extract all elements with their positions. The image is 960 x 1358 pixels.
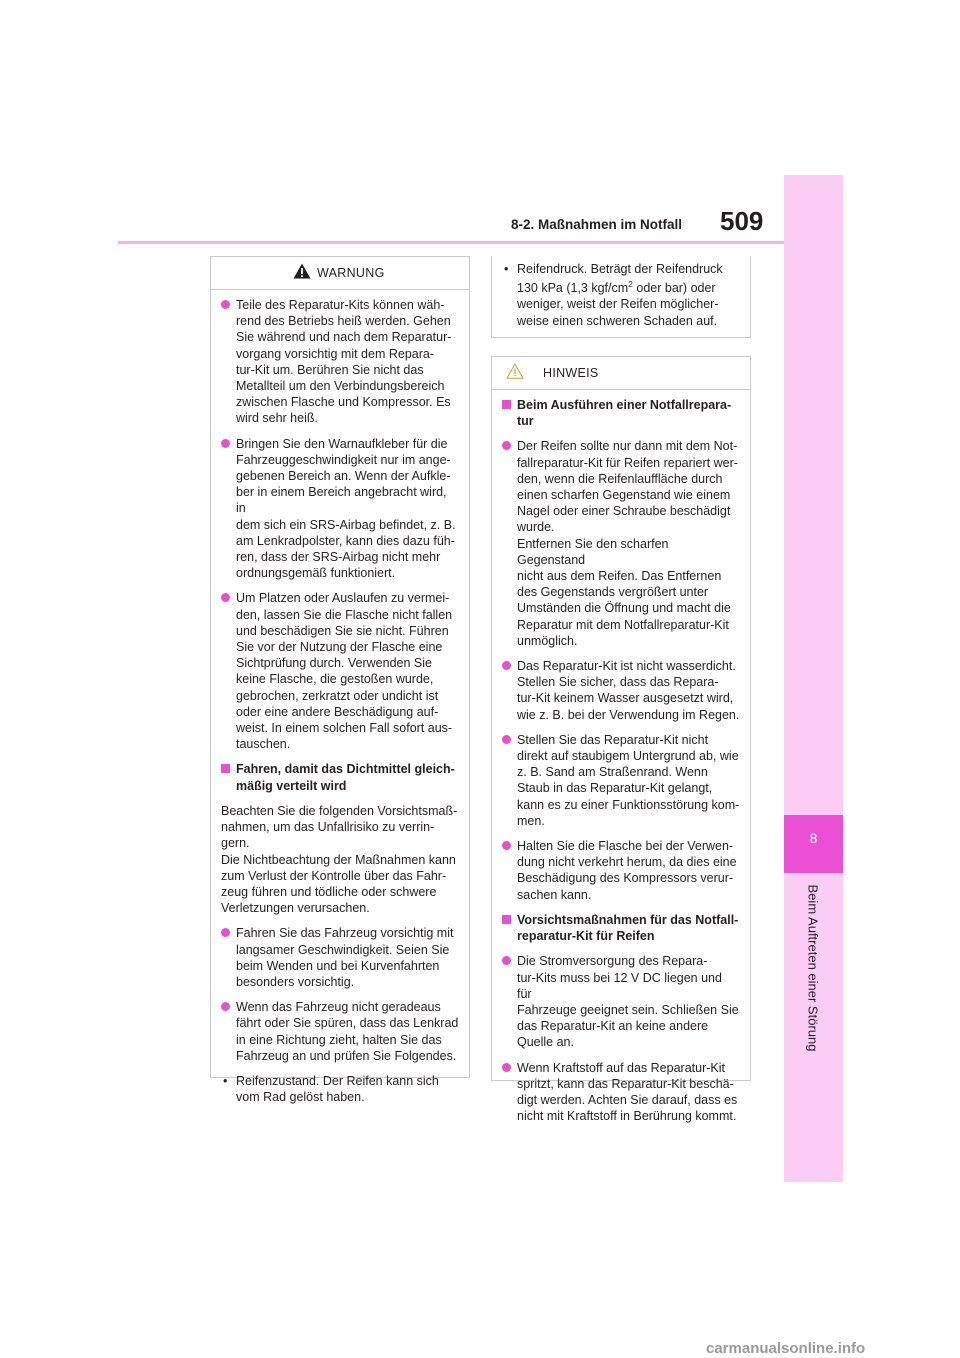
text-line: Die Nichtbeachtung der Maßnahmen kann bbox=[221, 852, 456, 867]
notice-box bbox=[491, 356, 751, 1124]
text-line: Beschädigung des Kompressors verur- bbox=[517, 871, 734, 886]
text-line: den, lassen Sie die Flasche nicht fallen bbox=[236, 607, 453, 622]
square-bullet-icon bbox=[502, 400, 511, 409]
text-line: reparatur-Kit für Reifen bbox=[517, 929, 655, 944]
text-line: keine Flasche, die gestoßen wurde, bbox=[236, 672, 434, 687]
list-item bbox=[221, 297, 459, 427]
text-line: ber in einem Bereich angebracht wird, in bbox=[236, 485, 447, 516]
text-line: Nagel oder einer Schraube beschädigt bbox=[517, 504, 731, 519]
text-line: Stellen Sie sicher, dass das Repara- bbox=[517, 675, 719, 690]
text-line: Halten Sie die Flasche bei der Verwen- bbox=[517, 839, 734, 854]
text-line: zum Verlust der Kontrolle über das Fahr- bbox=[221, 868, 447, 883]
list-item bbox=[221, 590, 459, 752]
text-line: Reifendruck. Beträgt der Reifendruck bbox=[517, 262, 723, 276]
dot-bullet: • bbox=[223, 1073, 228, 1088]
warning-title: WARNUNG bbox=[317, 266, 385, 280]
text-line: mäßig verteilt wird bbox=[236, 778, 347, 793]
bullet-icon bbox=[502, 1063, 511, 1072]
text-line: besonders vorsichtig. bbox=[236, 974, 355, 989]
text-line: unmöglich. bbox=[517, 633, 578, 648]
text-line: Entfernen Sie den scharfen Gegenstand bbox=[517, 536, 669, 567]
text-block bbox=[236, 925, 459, 990]
notice-header bbox=[492, 357, 750, 390]
text-line: Sichtprüfung durch. Verwenden Sie bbox=[236, 656, 432, 671]
text-line: Beim Ausführen einer Notfallrepara- bbox=[517, 398, 732, 412]
list-item bbox=[221, 999, 459, 1064]
text-line: spritzt, kann das Reparatur-Kit beschä- bbox=[517, 1076, 734, 1091]
bullet-icon bbox=[502, 735, 511, 744]
text-block bbox=[517, 953, 740, 1050]
text-line: rend des Betriebs heiß werden. Gehen bbox=[236, 314, 451, 329]
text-line: tur-Kit keinem Wasser ausgesetzt wird, bbox=[517, 691, 734, 706]
chapter-label: Beim Auftreten einer Störung bbox=[805, 884, 821, 1052]
warning-icon bbox=[293, 263, 311, 279]
text-line: Der Reifen sollte nur dann mit dem Not- bbox=[517, 439, 738, 454]
paragraph bbox=[221, 803, 459, 916]
text-block bbox=[236, 1073, 459, 1105]
text-line: Die Stromversorgung des Repara- bbox=[517, 954, 708, 969]
text-line: vom Rad gelöst haben. bbox=[236, 1090, 365, 1105]
text-line: gebenen Bereich an. Wenn der Aufkle- bbox=[236, 469, 451, 484]
text-line: Verletzungen verursachen. bbox=[221, 901, 370, 916]
text-line: langsamer Geschwindigkeit. Seien Sie bbox=[236, 942, 450, 957]
text-line: tur-Kit um. Berühren Sie nicht das bbox=[236, 362, 424, 377]
text-line: Teile des Reparatur-Kits können wäh- bbox=[236, 298, 445, 312]
text-line: weist. In einem solchen Fall sofort aus- bbox=[236, 721, 453, 736]
text-line: Fahrzeuggeschwindigkeit nur im ange- bbox=[236, 452, 451, 467]
bullet-icon bbox=[502, 661, 511, 670]
text-block bbox=[517, 838, 740, 903]
text-block bbox=[236, 590, 459, 752]
text-line: zwischen Flasche und Kompressor. Es bbox=[236, 395, 451, 410]
text-line: sachen kann. bbox=[517, 887, 592, 902]
text-line: zeug führen und tödliche oder schwere bbox=[221, 884, 437, 899]
text-block bbox=[517, 658, 740, 723]
text-line: ren, dass der SRS-Airbag nicht mehr bbox=[236, 550, 441, 565]
square-bullet-icon bbox=[502, 915, 511, 924]
text-fragment: oder bar) oder bbox=[632, 281, 716, 296]
text-line: oder eine andere Beschädigung auf- bbox=[236, 704, 439, 719]
text-line: Fahrzeug an und prüfen Sie Folgendes. bbox=[236, 1048, 457, 1063]
subheading bbox=[502, 397, 740, 429]
text-line: Fahrzeuge geeignet sein. Schließen Sie bbox=[517, 1002, 739, 1017]
text-line: digt werden. Achten Sie darauf, dass es bbox=[517, 1092, 738, 1107]
text-line: vorgang vorsichtig mit dem Repara- bbox=[236, 346, 434, 361]
section-title: 8-2. Maßnahmen im Notfall bbox=[511, 217, 683, 232]
bullet-icon bbox=[221, 593, 230, 602]
text-line: nicht mit Kraftstoff in Berührung kommt. bbox=[517, 1109, 737, 1124]
text-line: gern. bbox=[221, 836, 250, 851]
text-line: wurde. bbox=[517, 520, 555, 535]
text-line: fallreparatur-Kit für Reifen repariert wer- bbox=[517, 455, 738, 470]
text-line: Reparatur mit dem Notfallreparatur-Kit bbox=[517, 617, 729, 632]
warning-continuation-box bbox=[491, 256, 751, 338]
text-line: Staub in das Reparatur-Kit gelangt, bbox=[517, 781, 713, 796]
text-block bbox=[517, 296, 740, 328]
text-line: beim Wenden und bei Kurvenfahrten bbox=[236, 958, 440, 973]
text-line: Bringen Sie den Warnaufkleber für die bbox=[236, 436, 448, 451]
text-block bbox=[517, 1060, 740, 1125]
text-line: weniger, weist der Reifen möglicher- bbox=[517, 297, 719, 312]
bullet-icon bbox=[502, 956, 511, 965]
text-line: dung nicht verkehrt herum, da dies eine bbox=[517, 855, 737, 870]
text-line: ordnungsgemäß funktioniert. bbox=[236, 566, 396, 581]
text-line: Beachten Sie die folgenden Vorsichtsmaß- bbox=[221, 803, 458, 818]
text-line: tauschen. bbox=[236, 737, 291, 752]
text-block bbox=[517, 912, 740, 944]
bullet-icon bbox=[502, 441, 511, 450]
text-block bbox=[517, 438, 740, 649]
list-item bbox=[502, 438, 740, 649]
text-line: dem sich ein SRS-Airbag befindet, z. B. bbox=[236, 517, 456, 532]
warning-header bbox=[211, 257, 469, 290]
subheading bbox=[502, 912, 740, 944]
text-line: Stellen Sie das Reparatur-Kit nicht bbox=[517, 732, 709, 747]
bullet-icon bbox=[221, 928, 230, 937]
text-block bbox=[517, 397, 740, 429]
text-line: Wenn das Fahrzeug nicht geradeaus bbox=[236, 1000, 441, 1015]
text-line: nahmen, um das Unfallrisiko zu verrin- bbox=[221, 820, 435, 835]
text-line: den, wenn die Reifenlauffläche durch bbox=[517, 471, 723, 486]
text-block bbox=[221, 803, 459, 916]
text-line: gebrochen, zerkratzt oder undicht ist bbox=[236, 688, 439, 703]
text-line: tur-Kits muss bei 12 V DC liegen und für bbox=[517, 970, 722, 1001]
text-line: Reifenzustand. Der Reifen kann sich bbox=[236, 1073, 439, 1088]
text-line: einen scharfen Gegenstand wie einem bbox=[517, 488, 731, 503]
text-block bbox=[236, 297, 459, 427]
list-item bbox=[502, 953, 740, 1050]
bullet-icon bbox=[221, 300, 230, 309]
text-line: Um Platzen oder Auslaufen zu vermei- bbox=[236, 591, 450, 606]
dot-bullet: • bbox=[504, 262, 509, 276]
list-item bbox=[221, 436, 459, 582]
text-line: Fahren, damit das Dichtmittel gleich- bbox=[236, 762, 455, 777]
text-line: Fahren Sie das Fahrzeug vorsichtig mit bbox=[236, 926, 454, 941]
header-rule bbox=[118, 241, 784, 244]
dot-list-item bbox=[502, 261, 740, 329]
notice-title: HINWEIS bbox=[543, 366, 599, 380]
text-line: nicht aus dem Reifen. Das Entfernen bbox=[517, 569, 722, 584]
text-block bbox=[236, 436, 459, 582]
text-line: Umständen die Öffnung und macht die bbox=[517, 601, 731, 616]
page-number: 509 bbox=[720, 206, 764, 236]
list-item bbox=[502, 838, 740, 903]
warning-box bbox=[210, 256, 470, 1105]
bullet-icon bbox=[221, 439, 230, 448]
text-line: men. bbox=[517, 813, 545, 828]
text-line: Sie während und nach dem Reparatur- bbox=[236, 330, 452, 345]
text-line: des Gegenstands vergrößert unter bbox=[517, 585, 709, 600]
text-block bbox=[236, 761, 459, 793]
text-block bbox=[236, 999, 459, 1064]
text-line: das Reparatur-Kit an keine andere bbox=[517, 1019, 709, 1034]
text-line: Sie vor der Nutzung der Flasche eine bbox=[236, 640, 443, 655]
text-line: Metallteil um den Verbindungsbereich bbox=[236, 379, 445, 394]
bullet-icon bbox=[221, 1002, 230, 1011]
text-line: Das Reparatur-Kit ist nicht wasserdicht. bbox=[517, 659, 736, 674]
text-line: wird sehr heiß. bbox=[236, 411, 318, 426]
text-line: kann es zu einer Funktionsstörung kom- bbox=[517, 797, 740, 812]
text-block bbox=[517, 732, 740, 829]
footer-watermark: carmanualsonline.info bbox=[706, 1340, 866, 1357]
text-line: wie z. B. bei der Verwendung im Regen. bbox=[517, 707, 740, 722]
text-line: weise einen schweren Schaden auf. bbox=[517, 313, 718, 328]
dot-list-item bbox=[221, 1073, 459, 1105]
chapter-number: 8 bbox=[809, 830, 818, 846]
subheading bbox=[221, 761, 459, 793]
list-item bbox=[502, 658, 740, 723]
caution-outline-icon bbox=[506, 363, 524, 379]
text-line: fährt oder Sie spüren, dass das Lenkrad bbox=[236, 1016, 459, 1031]
list-item bbox=[502, 732, 740, 829]
text-line: z. B. Sand am Straßenrand. Wenn bbox=[517, 765, 708, 780]
superscript: 2 bbox=[628, 279, 633, 290]
pressure-value: 130 kPa (1,3 kgf/cm bbox=[517, 281, 629, 296]
list-item bbox=[502, 1060, 740, 1125]
list-item bbox=[221, 925, 459, 990]
text-line: am Lenkradpolster, kann dies dazu füh- bbox=[236, 533, 455, 548]
text-line: tur bbox=[517, 414, 534, 429]
text-line: Quelle an. bbox=[517, 1035, 574, 1050]
text-line: in eine Richtung zieht, halten Sie das bbox=[236, 1032, 442, 1047]
text-line: und beschädigen Sie sie nicht. Führen bbox=[236, 623, 449, 638]
text-line: direkt auf staubigem Untergrund ab, wie bbox=[517, 749, 739, 764]
bullet-icon bbox=[502, 841, 511, 850]
text-line: Vorsichtsmaßnahmen für das Notfall- bbox=[517, 912, 739, 927]
square-bullet-icon bbox=[221, 764, 230, 773]
text-line: Wenn Kraftstoff auf das Reparatur-Kit bbox=[517, 1060, 725, 1075]
text-line bbox=[517, 280, 740, 296]
